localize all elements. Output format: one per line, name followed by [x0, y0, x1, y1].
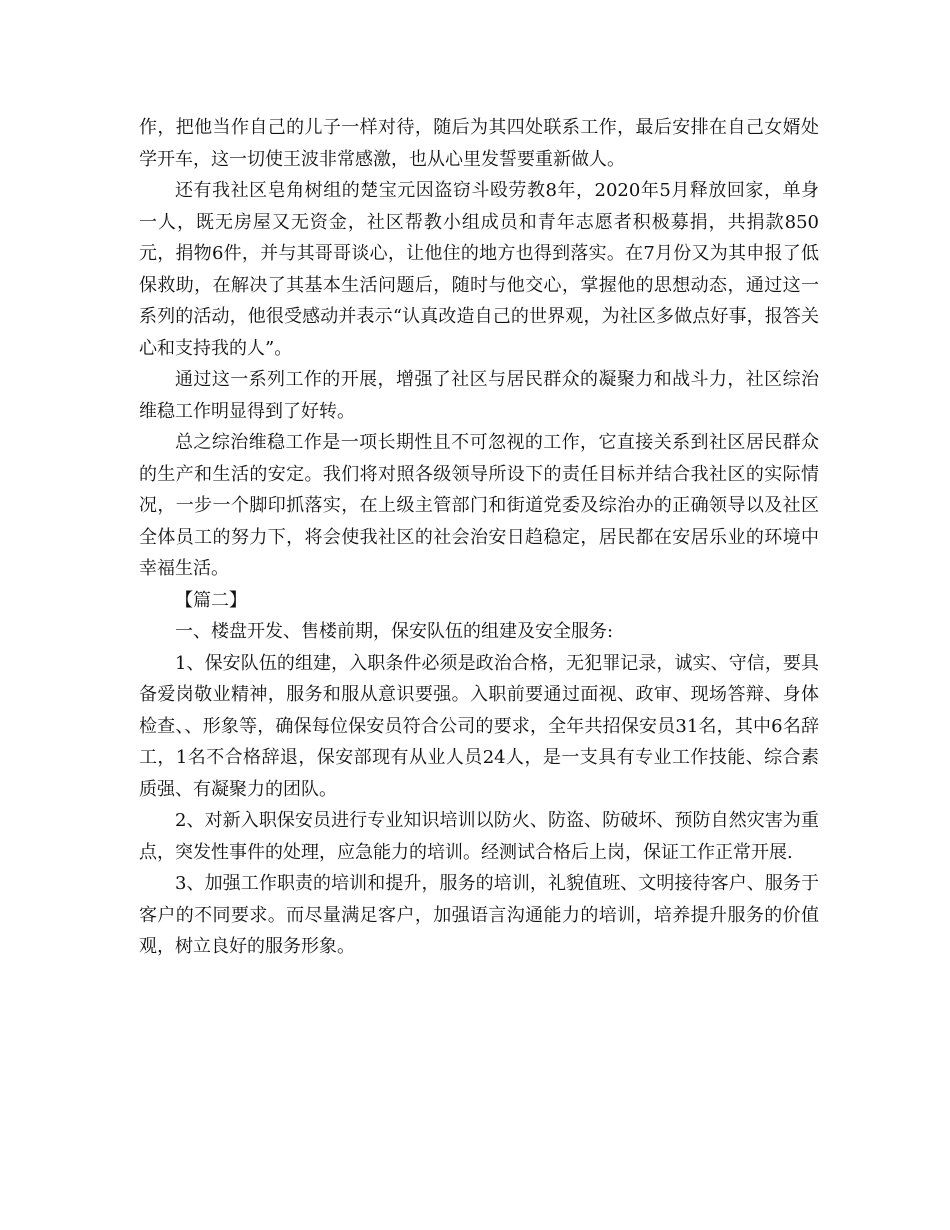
paragraph-results: 通过这一系列工作的开展，增强了社区与居民群众的凝聚力和战斗力，社区综治维稳工作明显得到了好转。 — [139, 369, 819, 422]
paragraph-section-title: 一、楼盘开发、售楼前期，保安队伍的组建及安全服务: — [175, 621, 614, 642]
paragraph-rehabilitation-case: 还有我社区皂角树组的楚宝元因盗窃斗殴劳教8年，2020年5月释放回家，单身一人，既无房屋又无资金，社区帮教小组成员和青年志愿者积极募捐，共捐款850元，捐物6件，并与其哥哥谈心，让他住的地方也得到落实。在7月份又为其申报了低保救助，在解决了其基本生活问题后，随时与他交心，掌握他的思想动态，通过这一系列的活动，他很受感动并表示“认真改造自己的世界观，为社区多做点好事，报答关心和支持我的人”。 — [139, 180, 819, 359]
paragraph-item-2: 2、对新入职保安员进行专业知识培训以防火、防盗、防破坏、预防自然灾害为重点，突发性事件的处理，应急能力的培训。经测试合格后上岗，保证工作正常开展. — [139, 810, 819, 863]
paragraph-item-3: 3、加强工作职责的培训和提升，服务的培训，礼貌值班、文明接待客户、服务于客户的不同要求。而尽量满足客户，加强语言沟通能力的培训，培养提升服务的价值观，树立良好的服务形象。 — [139, 873, 819, 957]
paragraph-conclusion: 总之综治维稳工作是一项长期性且不可忽视的工作，它直接关系到社区居民群众的生产和生活的安定。我们将对照各级领导所设下的责任目标并结合我社区的实际情况，一步一个脚印抓落实，在上级主管部门和街道党委及综治办的正确领导以及社区全体员工的努力下，将会使我社区的社会治安日趋稳定，居民都在安居乐业的环境中幸福生活。 — [139, 432, 819, 579]
section-heading: 【篇二】 — [175, 589, 247, 611]
paragraph-item-1: 1、保安队伍的组建，入职条件必须是政治合格，无犯罪记录，诚实、守信，要具备爱岗敬业精神，服务和服从意识要强。入职前要通过面视、政审、现场答辩、身体检查、、形象等，确保每位保安员符合公司的要求，全年共招保安员31名，其中6名辞工，1名不合格辞退，保安部现有从业人员24人，是一支具有专业工作技能、综合素质强、有凝聚力的团队。 — [139, 652, 819, 800]
paragraph-continued: 作，把他当作自己的儿子一样对待，随后为其四处联系工作，最后安排在自己女婿处学开车，这一切使王波非常感激，也从心里发誓要重新做人。 — [139, 117, 819, 170]
document-body — [139, 112, 819, 963]
